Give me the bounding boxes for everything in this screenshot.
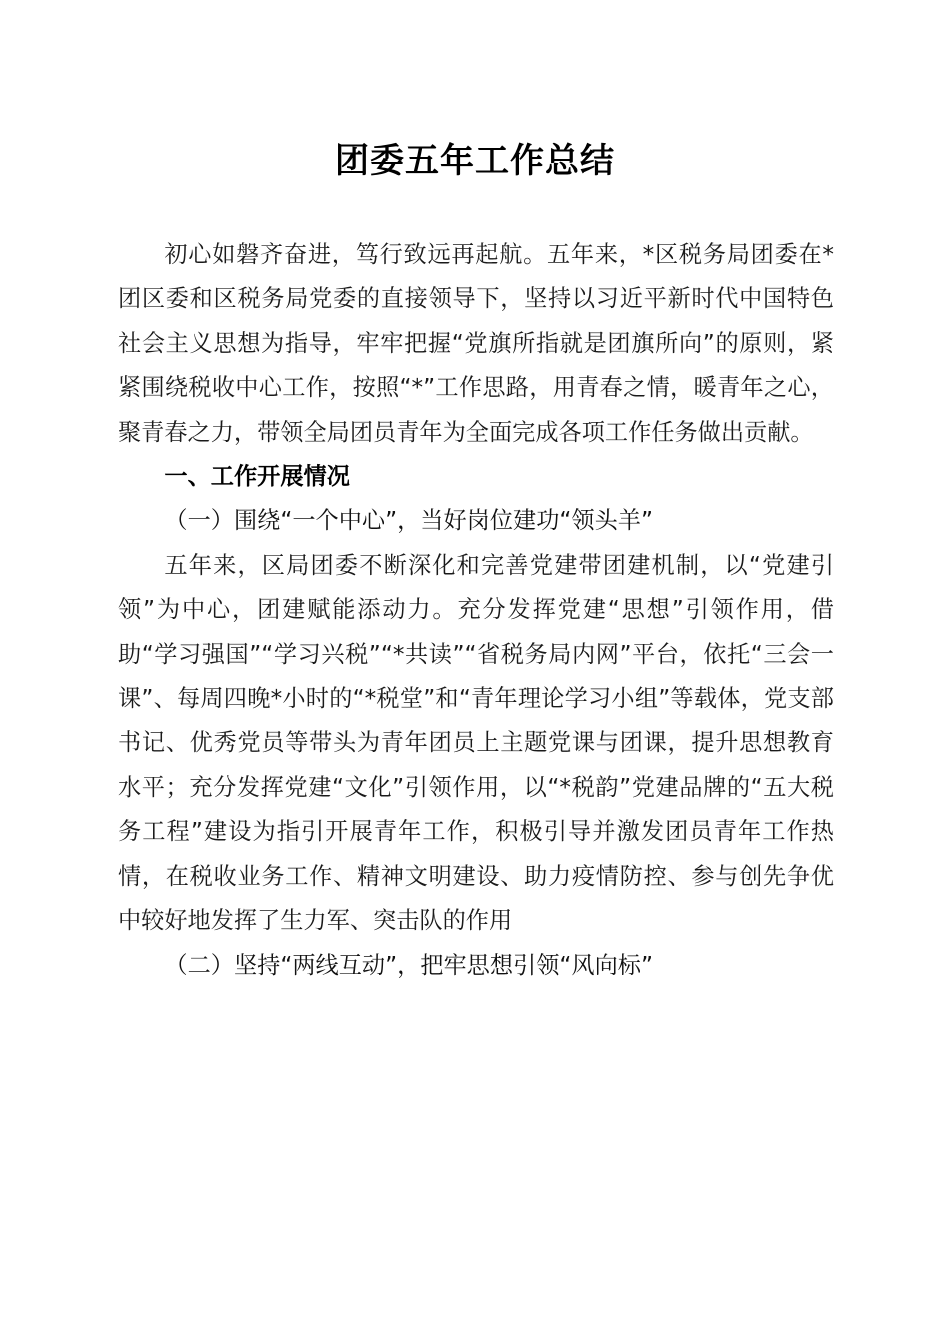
subsection-heading-two-lines: （二）坚持“两线互动”，把牢思想引领“风向标” <box>164 951 654 979</box>
document-body <box>118 233 834 988</box>
document-title: 团委五年工作总结 <box>335 141 615 181</box>
section-heading-work-status: 一、工作开展情况 <box>164 463 350 491</box>
intro-paragraph: 初心如磐齐奋进，笃行致远再起航。五年来，*区税务局团委在*团区委和区税务局党委的直接领导下，坚持以习近平新时代中国特色社会主义思想为指导，牢牢把握“党旗所指就是团旗所向”的原则，紧紧围绕税收中心工作，按照“*”工作思路，用青春之情，暖青年之心，聚青春之力，带领全局团员青年为全面完成各项工作任务做出贡献。 <box>118 241 834 446</box>
one-center-paragraph: 五年来，区局团委不断深化和完善党建带团建机制，以“党建引领”为中心，团建赋能添动力。充分发挥党建“思想”引领作用，借助“学习强国”“学习兴税”“*共读”“省税务局内网”平台，依托“三会一课”、每周四晚*小时的“*税堂”和“青年理论学习小组”等载体，党支部书记、优秀党员等带头为青年团员上主题党课与团课，提升思想教育水平；充分发挥党建“文化”引领作用，以“*税韵”党建品牌的“五大税务工程”建设为指引开展青年工作，积极引导并激发团员青年工作热情，在税收业务工作、精神文明建设、助力疫情防控、参与创先争优中较好地发挥了生力军、突击队的作用 <box>118 551 834 935</box>
subsection-heading-one-center: （一）围绕“一个中心”，当好岗位建功“领头羊” <box>164 507 654 535</box>
